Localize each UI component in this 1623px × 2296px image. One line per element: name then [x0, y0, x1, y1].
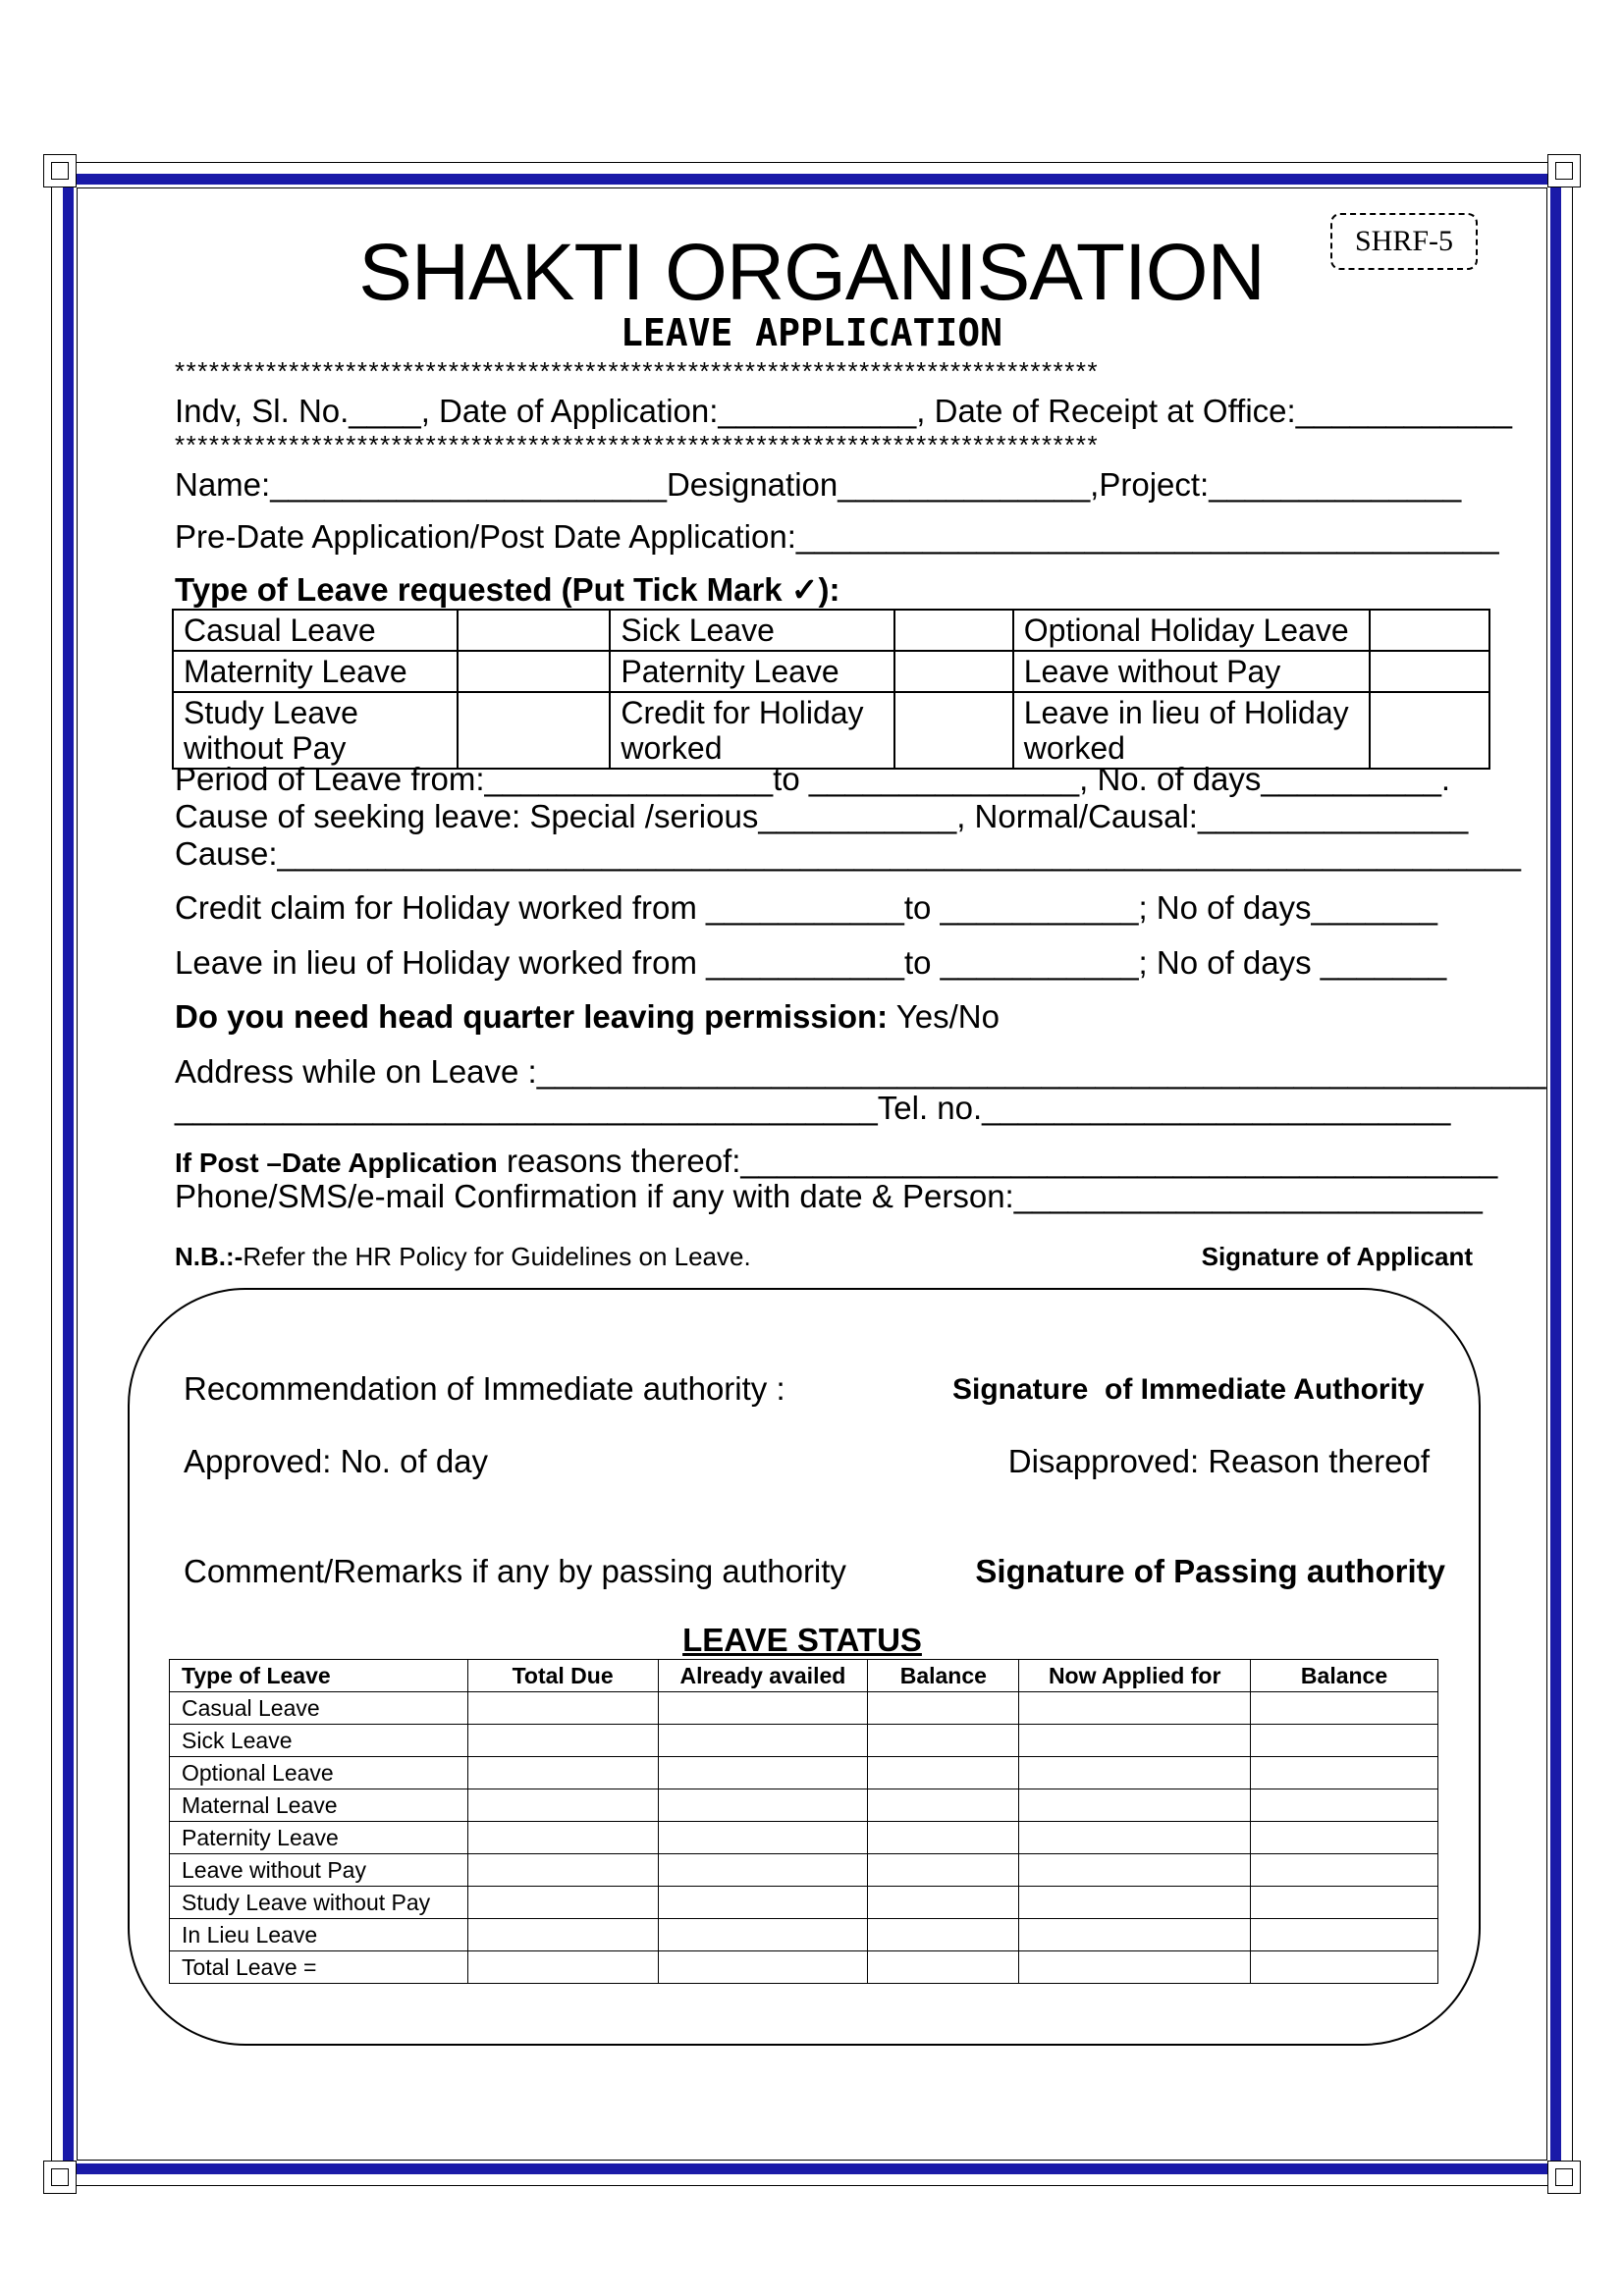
status-value-cell[interactable]: [658, 1854, 868, 1887]
tick-cell[interactable]: [1370, 692, 1489, 769]
border-corner: [1547, 2161, 1581, 2194]
status-value-cell[interactable]: [467, 1951, 658, 1984]
status-leave-type: Leave without Pay: [170, 1854, 468, 1887]
status-value-cell[interactable]: [1019, 1822, 1251, 1854]
status-value-cell[interactable]: [658, 1951, 868, 1984]
leave-type-row: [173, 651, 1489, 692]
applicant-signature-label: Signature of Applicant: [1201, 1242, 1473, 1271]
nb-label: N.B.:-: [175, 1242, 243, 1271]
status-value-cell[interactable]: [1251, 1951, 1438, 1984]
border-corner: [43, 2161, 77, 2194]
hq-question: Do you need head quarter leaving permission:: [175, 998, 889, 1035]
status-row: [170, 1887, 1438, 1919]
status-leave-type: Total Leave =: [170, 1951, 468, 1984]
status-value-cell[interactable]: [1019, 1692, 1251, 1725]
leave-type-label: Optional Holiday Leave: [1013, 610, 1370, 651]
status-value-cell[interactable]: [658, 1887, 868, 1919]
hq-permission-line: [175, 998, 1000, 1036]
status-value-cell[interactable]: [1251, 1919, 1438, 1951]
cause-line[interactable]: Cause:_____________________________________________________________________: [175, 835, 1521, 872]
status-row: [170, 1757, 1438, 1789]
status-value-cell[interactable]: [467, 1854, 658, 1887]
tick-cell[interactable]: [1370, 610, 1489, 651]
status-value-cell[interactable]: [1019, 1757, 1251, 1789]
status-value-cell[interactable]: [658, 1789, 868, 1822]
status-value-cell[interactable]: [868, 1951, 1019, 1984]
credit-claim-line[interactable]: Credit claim for Holiday worked from ___________to ___________; No of days_______: [175, 889, 1438, 926]
status-value-cell[interactable]: [467, 1757, 658, 1789]
status-leave-type: Maternal Leave: [170, 1789, 468, 1822]
status-value-cell[interactable]: [1019, 1789, 1251, 1822]
status-value-cell[interactable]: [1019, 1725, 1251, 1757]
hq-answer[interactable]: Yes/No: [888, 998, 1000, 1035]
tick-cell[interactable]: [458, 651, 611, 692]
tick-cell[interactable]: [894, 692, 1013, 769]
status-value-cell[interactable]: [658, 1725, 868, 1757]
status-value-cell[interactable]: [467, 1919, 658, 1951]
status-value-cell[interactable]: [467, 1692, 658, 1725]
leave-type-label: Maternity Leave: [173, 651, 458, 692]
leave-type-label: Leave in lieu of Holiday worked: [1013, 692, 1370, 769]
status-value-cell[interactable]: [658, 1757, 868, 1789]
status-value-cell[interactable]: [1251, 1789, 1438, 1822]
tick-cell[interactable]: [894, 610, 1013, 651]
status-value-cell[interactable]: [467, 1822, 658, 1854]
leave-status-title: LEAVE STATUS: [682, 1622, 922, 1658]
predate-line[interactable]: Pre-Date Application/Post Date Application:_______________________________________: [175, 518, 1499, 555]
disapproved-label: Disapproved: Reason thereof: [1007, 1443, 1430, 1479]
status-value-cell[interactable]: [467, 1887, 658, 1919]
leave-type-row: [173, 692, 1489, 769]
status-value-cell[interactable]: [868, 1854, 1019, 1887]
leave-status-table: [169, 1659, 1438, 1984]
address-tel-line[interactable]: _______________________________________Tel. no.__________________________: [175, 1090, 1451, 1126]
serial-date-line[interactable]: Indv, Sl. No.____, Date of Application:___________, Date of Receipt at Office:____________: [175, 393, 1512, 429]
leave-type-label: Leave without Pay: [1013, 651, 1370, 692]
address-line[interactable]: Address while on Leave :________________________________________________________: [175, 1053, 1546, 1090]
status-value-cell[interactable]: [1251, 1725, 1438, 1757]
status-value-cell[interactable]: [1251, 1692, 1438, 1725]
status-header-cell: Already availed: [658, 1660, 868, 1692]
star-divider: *********************************************************************************: [175, 432, 1100, 457]
status-header-cell: Type of Leave: [170, 1660, 468, 1692]
status-header-cell: Balance: [1251, 1660, 1438, 1692]
postdate-label: If Post –Date Application: [175, 1148, 498, 1178]
immediate-authority-signature-label: Signature of Immediate Authority: [952, 1373, 1425, 1406]
leave-type-label: Paternity Leave: [610, 651, 894, 692]
leave-type-row: [173, 610, 1489, 651]
status-value-cell[interactable]: [1251, 1822, 1438, 1854]
tick-cell[interactable]: [894, 651, 1013, 692]
status-row: [170, 1725, 1438, 1757]
cause-seeking-line[interactable]: Cause of seeking leave: Special /serious___________, Normal/Causal:_______________: [175, 798, 1469, 834]
phone-confirmation-line[interactable]: Phone/SMS/e-mail Confirmation if any with date & Person:__________________________: [175, 1178, 1483, 1214]
status-row: [170, 1951, 1438, 1984]
name-designation-line[interactable]: Name:______________________Designation______________,Project:______________: [175, 466, 1462, 503]
status-value-cell[interactable]: [658, 1692, 868, 1725]
tick-cell[interactable]: [458, 692, 611, 769]
status-value-cell[interactable]: [868, 1725, 1019, 1757]
leave-type-label: Credit for Holiday worked: [610, 692, 894, 769]
form-code-badge: SHRF-5: [1330, 213, 1478, 270]
status-value-cell[interactable]: [868, 1919, 1019, 1951]
passing-authority-signature-label: Signature of Passing authority: [975, 1553, 1445, 1589]
status-value-cell[interactable]: [1019, 1887, 1251, 1919]
org-name: SHAKTI ORGANISATION: [358, 228, 1265, 317]
status-leave-type: In Lieu Leave: [170, 1919, 468, 1951]
lieu-line[interactable]: Leave in lieu of Holiday worked from ___________to ___________; No of days _______: [175, 944, 1447, 981]
status-value-cell[interactable]: [868, 1887, 1019, 1919]
nb-text: Refer the HR Policy for Guidelines on Leave.: [243, 1242, 751, 1271]
status-value-cell[interactable]: [868, 1822, 1019, 1854]
recommendation-label: Recommendation of Immediate authority :: [184, 1370, 785, 1407]
status-leave-type: Casual Leave: [170, 1692, 468, 1725]
star-divider: *********************************************************************************: [175, 358, 1100, 384]
status-value-cell[interactable]: [1019, 1919, 1251, 1951]
status-leave-type: Paternity Leave: [170, 1822, 468, 1854]
leave-type-label: Casual Leave: [173, 610, 458, 651]
status-leave-type: Sick Leave: [170, 1725, 468, 1757]
status-header-cell: Now Applied for: [1019, 1660, 1251, 1692]
status-row: [170, 1854, 1438, 1887]
tick-cell[interactable]: [458, 610, 611, 651]
status-value-cell[interactable]: [868, 1789, 1019, 1822]
status-value-cell[interactable]: [467, 1725, 658, 1757]
border-corner: [43, 154, 77, 187]
status-value-cell[interactable]: [1251, 1854, 1438, 1887]
approved-label: Approved: No. of day: [184, 1443, 489, 1479]
status-value-cell[interactable]: [658, 1919, 868, 1951]
status-value-cell[interactable]: [868, 1757, 1019, 1789]
nb-note: [175, 1242, 751, 1271]
status-row: [170, 1919, 1438, 1951]
status-value-cell[interactable]: [1019, 1854, 1251, 1887]
status-header-cell: Balance: [868, 1660, 1019, 1692]
border-corner: [1547, 154, 1581, 187]
status-leave-type: Study Leave without Pay: [170, 1887, 468, 1919]
status-row: [170, 1692, 1438, 1725]
status-header-cell: Total Due: [467, 1660, 658, 1692]
leave-type-heading: Type of Leave requested (Put Tick Mark ✓):: [175, 571, 840, 608]
tick-cell[interactable]: [1370, 651, 1489, 692]
status-leave-type: Optional Leave: [170, 1757, 468, 1789]
leave-type-table: [172, 609, 1490, 770]
status-value-cell[interactable]: [868, 1692, 1019, 1725]
status-row: [170, 1789, 1438, 1822]
postdate-rest: reasons thereof:__________________________________________: [497, 1143, 1498, 1179]
period-line[interactable]: Period of Leave from:________________to _______________, No. of days__________.: [175, 761, 1451, 797]
status-row: [170, 1822, 1438, 1854]
leave-type-label: Sick Leave: [610, 610, 894, 651]
comment-label: Comment/Remarks if any by passing authority: [184, 1553, 846, 1589]
form-title: LEAVE APPLICATION: [621, 311, 1002, 354]
status-value-cell[interactable]: [1251, 1757, 1438, 1789]
postdate-line[interactable]: [175, 1143, 1497, 1182]
status-value-cell[interactable]: [658, 1822, 868, 1854]
status-value-cell[interactable]: [1251, 1887, 1438, 1919]
status-value-cell[interactable]: [1019, 1951, 1251, 1984]
leave-type-label: Study Leave without Pay: [173, 692, 458, 769]
status-value-cell[interactable]: [467, 1789, 658, 1822]
